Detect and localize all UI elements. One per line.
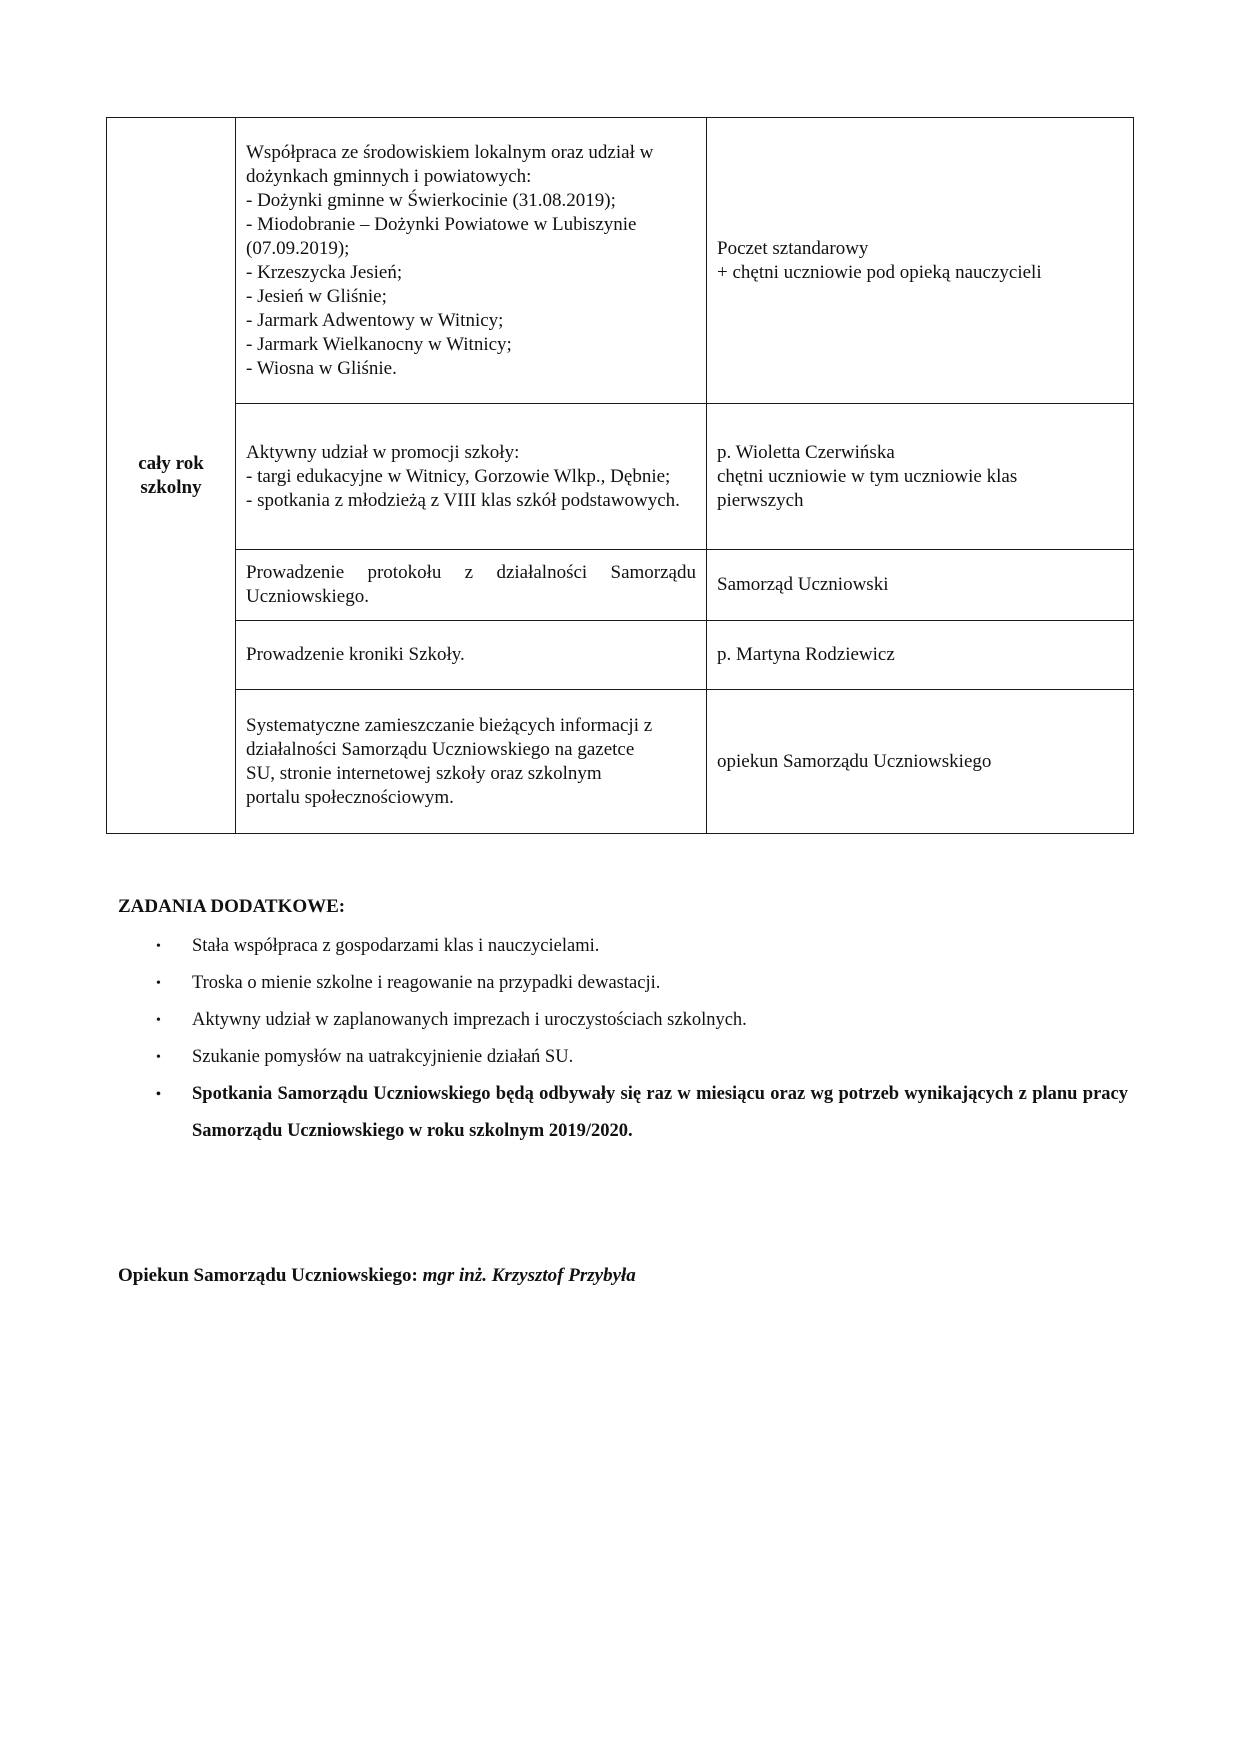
list-item bbox=[118, 965, 1128, 1002]
task-line: Współpraca ze środowiskiem lokalnym oraz udział w bbox=[246, 141, 654, 163]
task-line: SU, stronie internetowej szkoły oraz szkolnym bbox=[246, 762, 602, 784]
responsible-line: Poczet sztandarowy bbox=[717, 237, 869, 259]
extra-tasks-list bbox=[118, 928, 1128, 1150]
responsible-cell bbox=[707, 621, 1134, 690]
task-cell bbox=[236, 621, 707, 690]
task-line: Prowadzenie protokołu z działalności Samorządu Uczniowskiego. bbox=[246, 562, 696, 607]
task-line: - Jarmark Adwentowy w Witnicy; bbox=[246, 309, 504, 331]
work-plan-table bbox=[106, 117, 1134, 834]
task-line: - Krzeszycka Jesień; bbox=[246, 261, 403, 283]
list-item-text: Troska o mienie szkolne i reagowanie na przypadki dewastacji. bbox=[192, 973, 661, 993]
list-item bbox=[118, 1039, 1128, 1076]
extra-tasks-section bbox=[118, 896, 1128, 1150]
table-row bbox=[107, 621, 1134, 690]
signature-name: mgr inż. Krzysztof Przybyła bbox=[422, 1265, 636, 1286]
bullet-icon: • bbox=[156, 939, 161, 954]
responsible-line: Samorząd Uczniowski bbox=[717, 574, 889, 595]
table-row bbox=[107, 404, 1134, 550]
task-line: Systematyczne zamieszczanie bieżących informacji z bbox=[246, 714, 653, 736]
responsible-line: p. Martyna Rodziewicz bbox=[717, 644, 895, 665]
responsible-line: p. Wioletta Czerwińska bbox=[717, 441, 895, 463]
task-line: (07.09.2019); bbox=[246, 237, 350, 259]
responsible-cell bbox=[707, 690, 1134, 834]
responsible-line: pierwszych bbox=[717, 489, 804, 511]
task-line: - Miodobranie – Dożynki Powiatowe w Lubiszynie bbox=[246, 213, 637, 235]
task-line: - targi edukacyjne w Witnicy, Gorzowie Wlkp., Dębnie; bbox=[246, 465, 671, 487]
signature-label: Opiekun Samorządu Uczniowskiego: bbox=[118, 1265, 418, 1286]
bullet-icon: • bbox=[156, 1050, 161, 1065]
table-row bbox=[107, 550, 1134, 621]
task-line: Aktywny udział w promocji szkoły: bbox=[246, 441, 520, 463]
period-line: cały rok bbox=[138, 452, 204, 474]
responsible-line: chętni uczniowie w tym uczniowie klas bbox=[717, 465, 1018, 487]
responsible-line: + chętni uczniowie pod opieką nauczycieli bbox=[717, 261, 1042, 283]
responsible-cell bbox=[707, 550, 1134, 621]
task-line: portalu społecznościowym. bbox=[246, 786, 454, 808]
list-item-text: Szukanie pomysłów na uatrakcyjnienie działań SU. bbox=[192, 1047, 574, 1067]
list-item bbox=[118, 1076, 1128, 1150]
task-line: - Wiosna w Gliśnie. bbox=[246, 357, 397, 379]
list-item-text: Stała współpraca z gospodarzami klas i nauczycielami. bbox=[192, 936, 600, 956]
period-cell bbox=[107, 118, 236, 834]
task-cell bbox=[236, 118, 707, 404]
list-item bbox=[118, 928, 1128, 965]
list-item-text: Spotkania Samorządu Uczniowskiego będą odbywały się raz w miesiącu oraz wg potrzeb wynikających z planu pracy Samorządu Uczniowskiego w roku szkolnym 2019/2020. bbox=[192, 1084, 1128, 1141]
task-cell bbox=[236, 550, 707, 621]
table-row bbox=[107, 118, 1134, 404]
table-row bbox=[107, 690, 1134, 834]
list-item bbox=[118, 1002, 1128, 1039]
responsible-cell bbox=[707, 404, 1134, 550]
bullet-icon: • bbox=[156, 976, 161, 991]
task-line: działalności Samorządu Uczniowskiego na gazetce bbox=[246, 738, 635, 760]
extra-tasks-heading: ZADANIA DODATKOWE: bbox=[118, 896, 346, 917]
task-line: - Jesień w Gliśnie; bbox=[246, 285, 387, 307]
task-line: - spotkania z młodzieżą z VIII klas szkół podstawowych. bbox=[246, 489, 680, 511]
bullet-icon: • bbox=[156, 1013, 161, 1028]
task-line: - Jarmark Wielkanocny w Witnicy; bbox=[246, 333, 512, 355]
task-line: dożynkach gminnych i powiatowych: bbox=[246, 165, 532, 187]
task-line: - Dożynki gminne w Świerkocinie (31.08.2019); bbox=[246, 189, 616, 211]
bullet-icon: • bbox=[156, 1087, 161, 1102]
list-item-text: Aktywny udział w zaplanowanych imprezach i uroczystościach szkolnych. bbox=[192, 1010, 747, 1030]
task-cell bbox=[236, 404, 707, 550]
task-cell bbox=[236, 690, 707, 834]
responsible-cell bbox=[707, 118, 1134, 404]
signature-line bbox=[118, 1265, 636, 1287]
period-line: szkolny bbox=[140, 476, 202, 498]
task-line: Prowadzenie kroniki Szkoły. bbox=[246, 644, 465, 665]
responsible-line: opiekun Samorządu Uczniowskiego bbox=[717, 750, 992, 772]
